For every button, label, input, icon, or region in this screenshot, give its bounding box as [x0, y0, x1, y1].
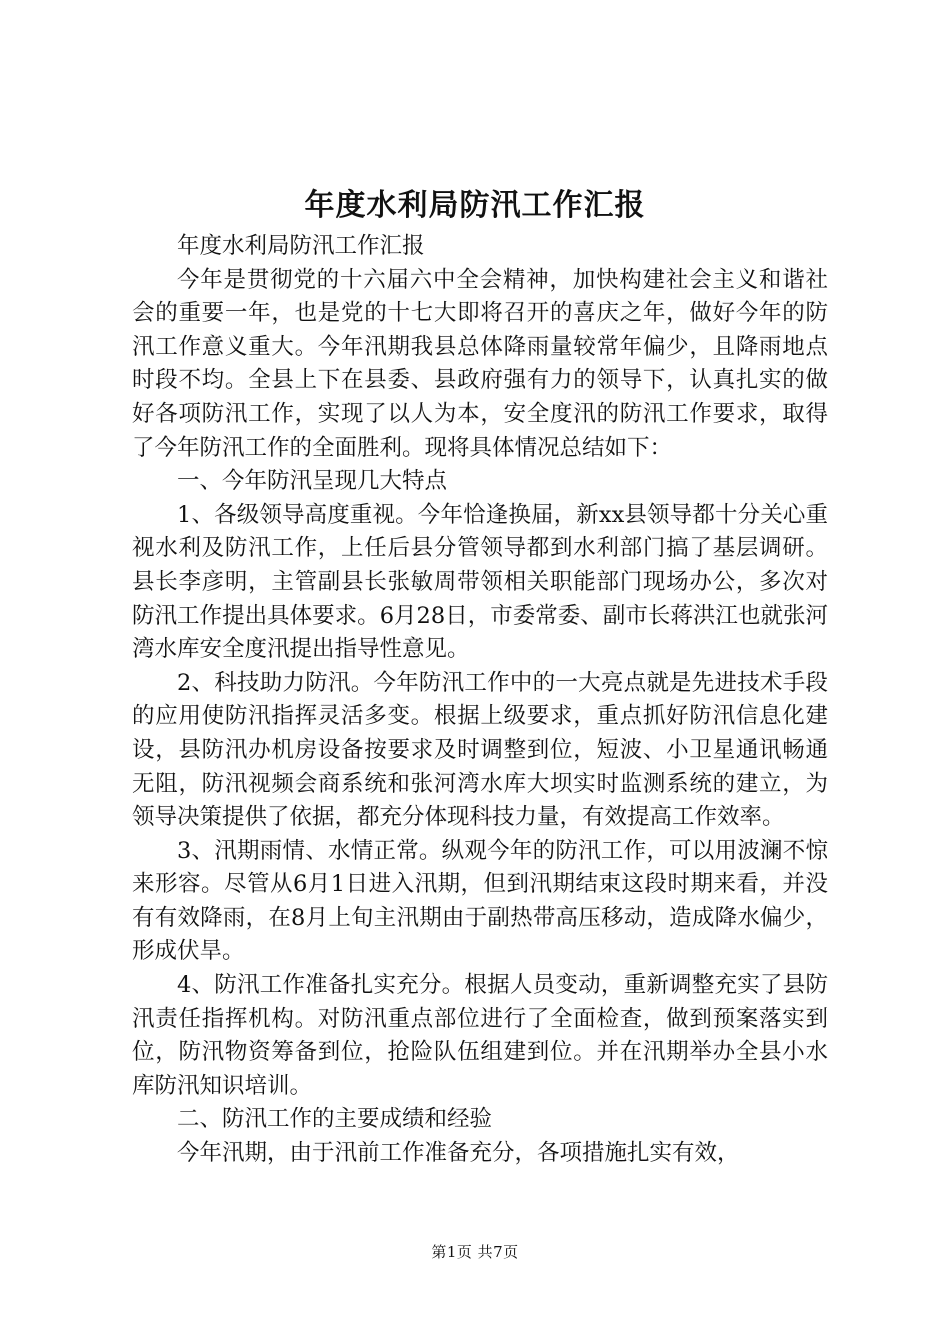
document-body — [132, 230, 828, 1171]
point-paragraph-2: 2、科技助力防汛。今年防汛工作中的一大亮点就是先进技术手段的应用使防汛指挥灵活多变。根据上级要求，重点抓好防汛信息化建设，县防汛办机房设备按要求及时调整到位，短波、小卫星通讯畅通无阻，防汛视频会商系统和张河湾水库大坝实时监测系统的建立，为领导决策提供了依据，都充分体现科技力量，有效提高工作效率。 — [132, 669, 828, 831]
intro-paragraph: 今年是贯彻党的十六届六中全会精神，加快构建社会主义和谐社会的重要一年，也是党的十七大即将召开的喜庆之年，做好今年的防汛工作意义重大。今年汛期我县总体降雨量较常年偏少，且降雨地点时段不均。全县上下在县委、县政府强有力的领导下，认真扎实的做好各项防汛工作，实现了以人为本，安全度汛的防汛工作要求，取得了今年防汛工作的全面胜利。现将具体情况总结如下： — [132, 266, 828, 461]
section-heading-2: 二、防汛工作的主要成绩和经验 — [177, 1106, 493, 1133]
page-number-footer: 第1页 共7页 — [431, 1243, 519, 1261]
section-heading-1: 一、今年防汛呈现几大特点 — [177, 468, 448, 495]
section-2-paragraph: 今年汛期，由于汛前工作准备充分，各项措施扎实有效， — [177, 1140, 740, 1167]
subtitle-paragraph: 年度水利局防汛工作汇报 — [177, 233, 425, 259]
point-paragraph-4: 4、防汛工作准备扎实充分。根据人员变动，重新调整充实了县防汛责任指挥机构。对防汛重点部位进行了全面检查，做到预案落实到位，防汛物资筹备到位，抢险队伍组建到位。并在汛期举办全县小水库防汛知识培训。 — [132, 972, 828, 1099]
document-title: 年度水利局防汛工作汇报 — [304, 188, 646, 223]
point-paragraph-1: 1、各级领导高度重视。今年恰逢换届，新xx县领导都十分关心重视水利及防汛工作，上任后县分管领导都到水利部门搞了基层调研。县长李彦明，主管副县长张敏周带领相关职能部门现场办公，多次对防汛工作提出具体要求。6月28日，市委常委、副市长蒋洪江也就张河湾水库安全度汛提出指导性意见。 — [132, 501, 828, 663]
point-paragraph-3: 3、汛期雨情、水情正常。纵观今年的防汛工作，可以用波澜不惊来形容。尽管从6月1日进入汛期，但到汛期结束这段时期来看，并没有有效降雨，在8月上旬主汛期由于副热带高压移动，造成降水偏少，形成伏旱。 — [132, 837, 828, 965]
